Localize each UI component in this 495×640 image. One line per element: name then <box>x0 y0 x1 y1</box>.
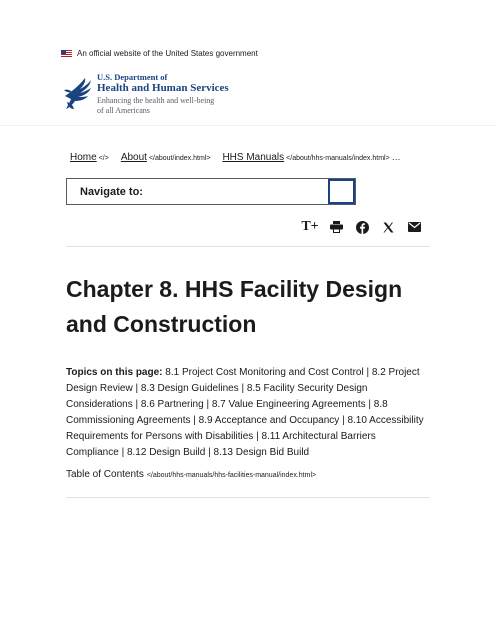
logo-dept-line: U.S. Department of <box>97 72 168 82</box>
breadcrumb-hhs-manuals-url: </about/hhs-manuals/index.html> <box>286 155 390 162</box>
gov-banner <box>61 49 258 58</box>
x-icon[interactable] <box>375 219 401 235</box>
toc-url: </about/hhs-manuals/hhs-facilities-manual/index.html> <box>146 472 317 479</box>
page-title: Chapter 8. HHS Facility Design and Construction <box>66 276 403 337</box>
top-divider <box>66 246 430 247</box>
breadcrumb-home-url: </> <box>98 155 109 162</box>
text-size-icon[interactable] <box>297 219 323 235</box>
table-of-contents-link[interactable] <box>66 469 316 480</box>
logo-name-line: Health and Human Services <box>97 82 229 94</box>
hhs-logo[interactable] <box>61 72 229 116</box>
us-flag-icon <box>61 50 72 57</box>
navigate-to-button[interactable] <box>328 179 355 204</box>
breadcrumb-home[interactable]: Home <box>70 152 97 163</box>
topics-on-page <box>66 365 431 461</box>
breadcrumb-about[interactable]: About <box>120 152 147 163</box>
text-size-glyph: T+ <box>301 219 319 234</box>
email-icon[interactable] <box>401 219 427 235</box>
navigate-to-select[interactable] <box>66 178 356 205</box>
bottom-divider <box>66 497 430 498</box>
hhs-eagle-icon <box>61 72 95 114</box>
gov-banner-text: An official website of the United States government <box>77 49 258 58</box>
header-divider <box>0 125 495 126</box>
topics-links[interactable]: 8.1 Project Cost Monitoring and Cost Control | 8.2 Project Design Review | 8.3 Design Guidelines | 8.5 Facility Security Design Considerations | 8.6 Partnering | 8.7 Value Engineering Agreements | 8.8 Commissioning Agreements | 8.9 Acceptance and Occupancy | 8.10 Accessibility Requirements for Persons with Disabilities | 8.11 Architectural Barriers Compliance | 8.12 Design Build | 8.13 Design Bid Build <box>66 367 424 458</box>
print-icon[interactable] <box>323 219 349 235</box>
breadcrumb-hhs-manuals[interactable]: HHS Manuals <box>222 152 285 163</box>
toc-label[interactable]: Table of Contents <box>66 469 144 480</box>
topics-label: Topics on this page: <box>66 367 163 378</box>
breadcrumb <box>70 152 430 163</box>
logo-tagline-1: Enhancing the health and well-being <box>97 96 215 105</box>
logo-tagline-2: of all Americans <box>97 106 150 115</box>
breadcrumb-ellipsis: … <box>391 152 401 162</box>
facebook-icon[interactable] <box>349 219 375 235</box>
navigate-to-label: Navigate to: <box>80 185 143 198</box>
breadcrumb-about-url: </about/index.html> <box>148 155 211 162</box>
share-toolbar <box>297 219 427 235</box>
